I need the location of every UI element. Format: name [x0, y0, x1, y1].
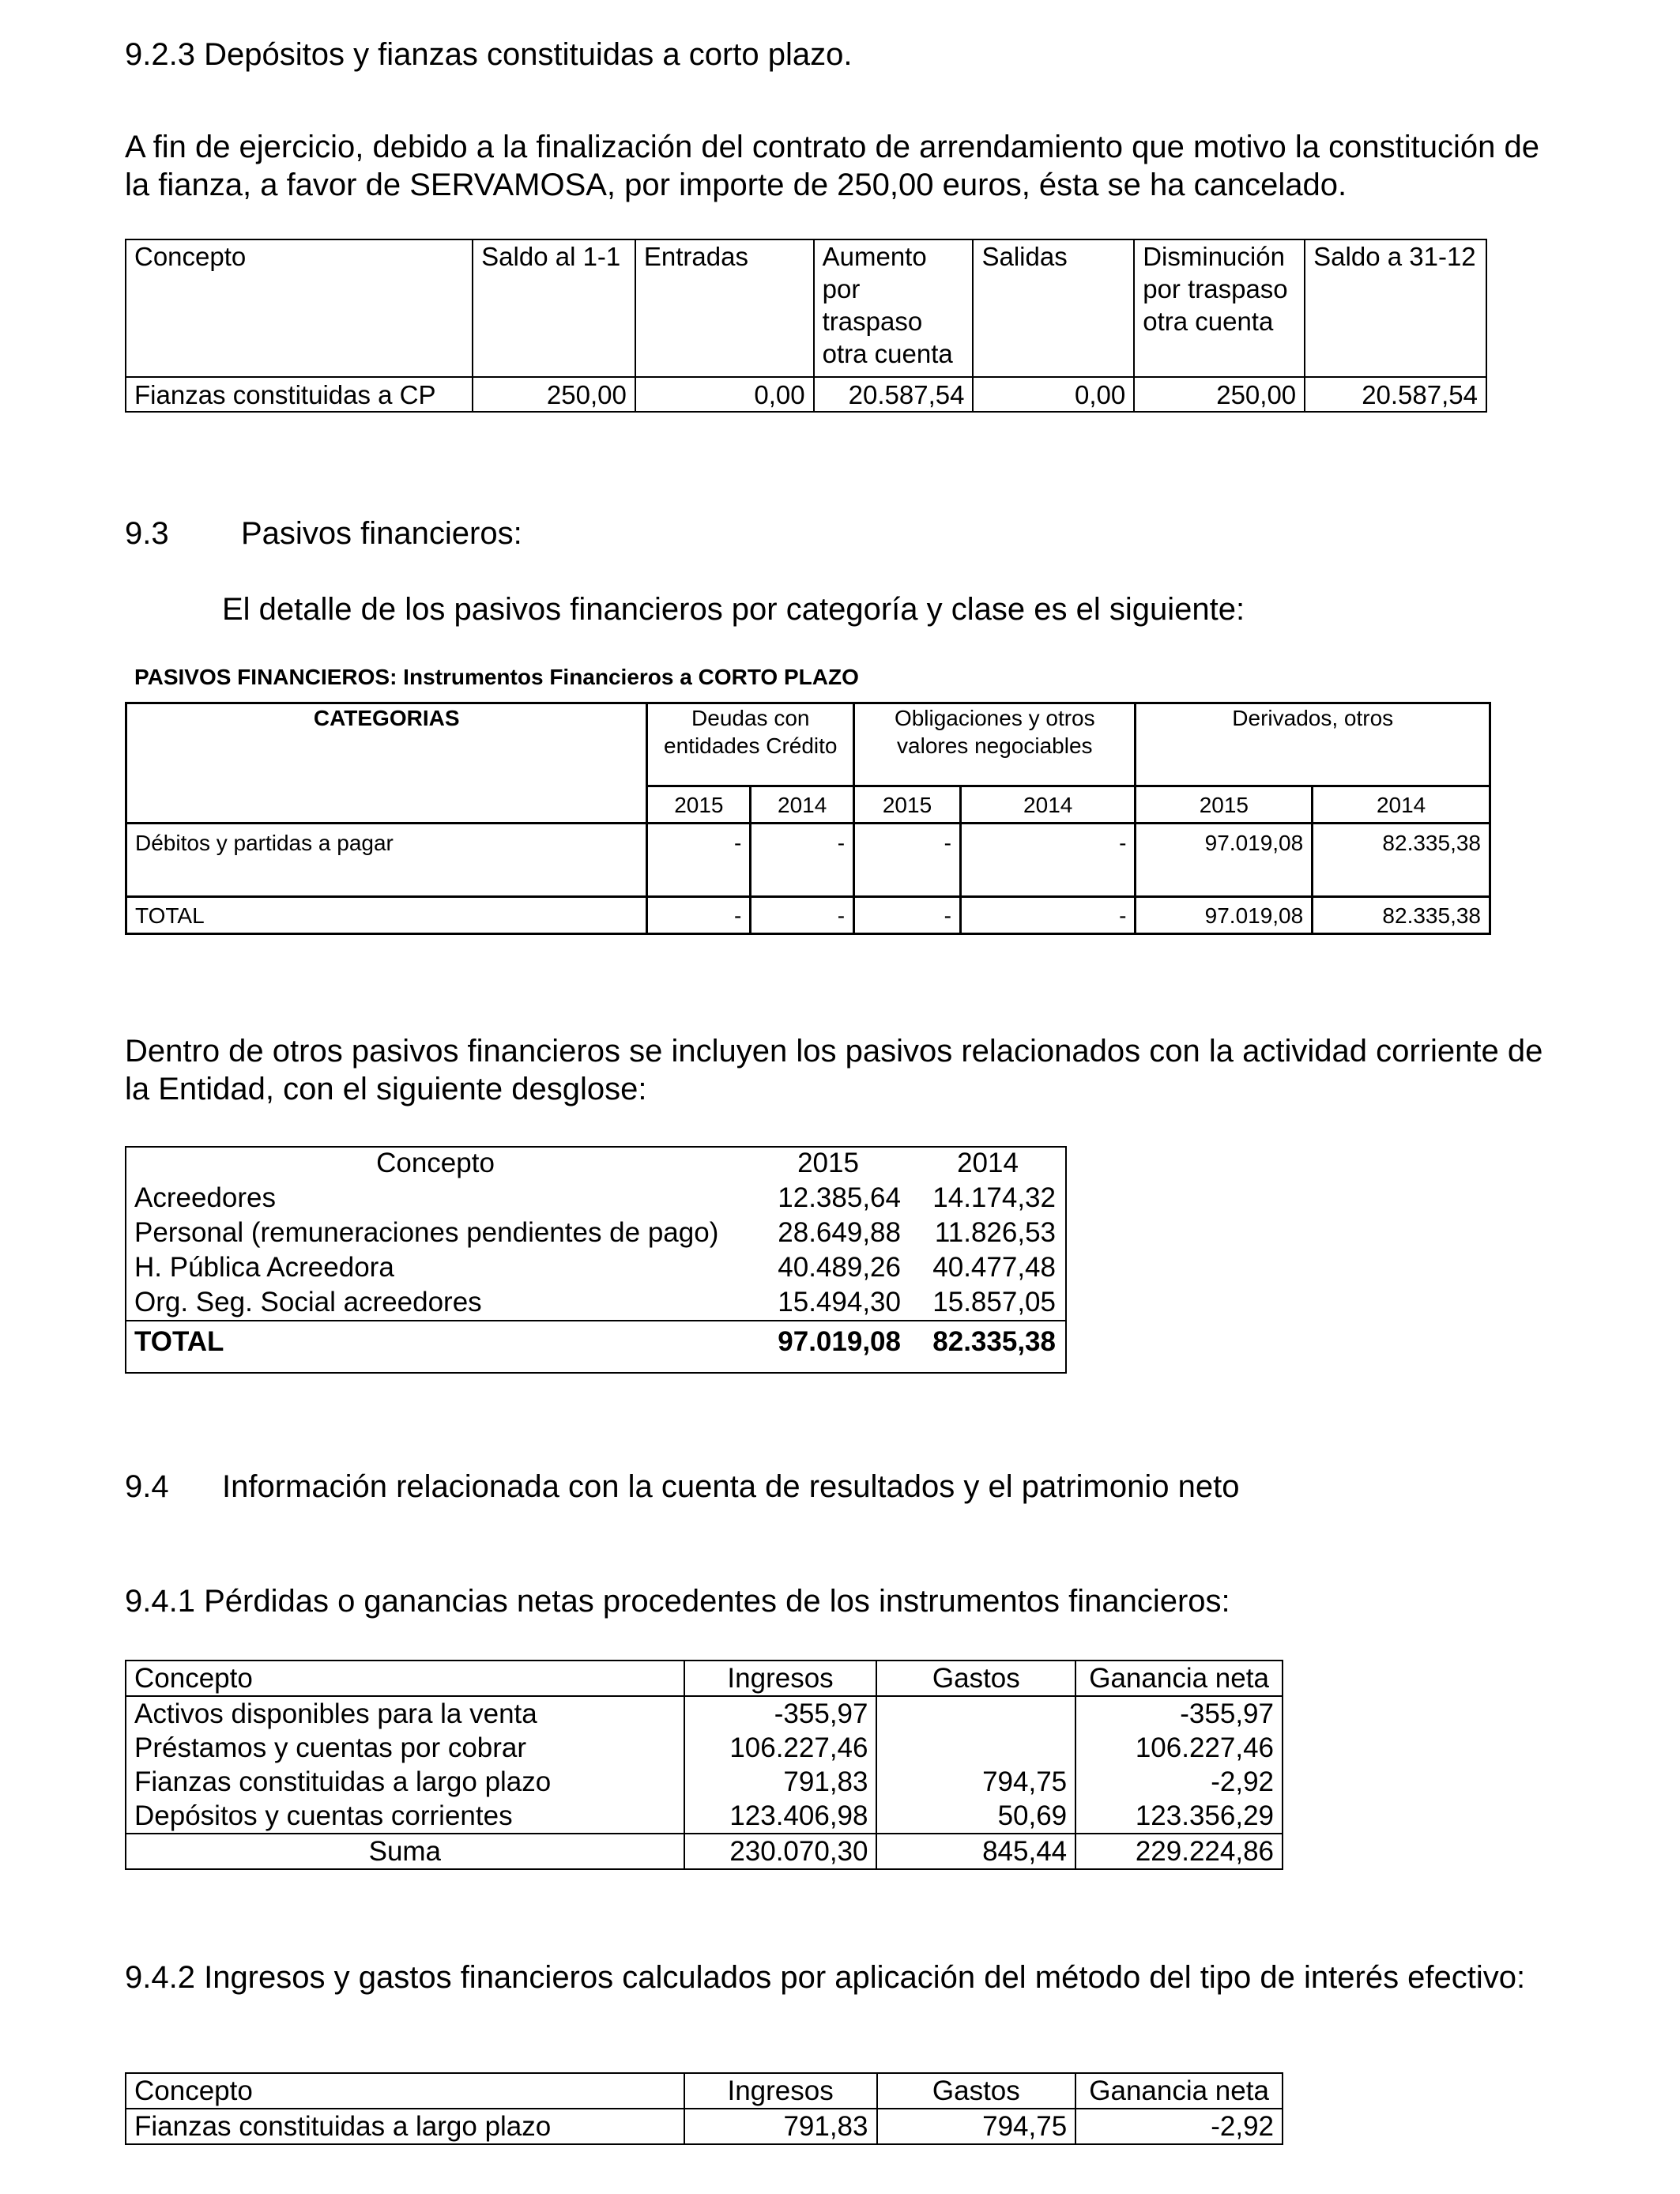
cell: 40.489,26	[778, 1252, 901, 1283]
table-header-row	[126, 2073, 1283, 2109]
col-header: Ganancia neta	[1075, 2073, 1283, 2109]
table-row	[125, 1250, 1065, 1285]
breakdown-table	[125, 1146, 1065, 1363]
section-93-paragraph: Dentro de otros pasivos financieros se incluyen los pasivos relacionados con la actividad corriente de la Entidad, con el siguiente desglose:	[125, 1034, 1543, 1106]
col-header: Aumento por traspaso otra cuenta	[814, 239, 974, 377]
cell: 97.019,08	[1136, 824, 1313, 897]
section-94-number: 9.4	[125, 1469, 169, 1504]
cell: 82.335,38	[1313, 824, 1490, 897]
cell: -	[647, 824, 751, 897]
col-header: Entradas	[635, 239, 814, 377]
sum-row	[126, 1834, 1283, 1869]
cell: -355,97	[684, 1696, 877, 1731]
col-header: Gastos	[877, 2073, 1076, 2109]
table-header-row	[126, 703, 1490, 786]
cell: -	[751, 824, 854, 897]
cell: 82.335,38	[910, 1321, 1065, 1363]
effective-interest-table	[125, 2072, 1283, 2145]
section-941-title: 9.4.1 Pérdidas o ganancias netas procedentes de los instrumentos financieros:	[125, 1584, 1230, 1619]
cell: 106.227,46	[1075, 1731, 1283, 1765]
col-header: Concepto	[126, 1661, 684, 1696]
year-cell: 2015	[647, 786, 751, 824]
table-row	[125, 1285, 1065, 1321]
deposits-table	[125, 239, 1487, 413]
table-row	[126, 824, 1490, 897]
cell: -2,92	[1075, 1765, 1283, 1799]
cell: 123.356,29	[1075, 1799, 1283, 1834]
table-row	[125, 1216, 1065, 1250]
col-header: Disminución por traspaso otra cuenta	[1134, 239, 1305, 377]
section-923-title: 9.2.3 Depósitos y fianzas constituidas a corto plazo.	[125, 37, 853, 72]
col-header: Saldo a 31-12	[1305, 239, 1486, 377]
cell: Suma	[126, 1834, 684, 1869]
col-header: Ganancia neta	[1075, 1661, 1283, 1696]
cell: 50,69	[876, 1799, 1075, 1834]
categorias-header: CATEGORIAS	[126, 703, 647, 824]
table-row	[126, 2109, 1283, 2144]
col-header: 2014	[957, 1148, 1019, 1178]
cell: 12.385,64	[778, 1182, 901, 1213]
table-row	[126, 1696, 1283, 1731]
col-header: Ingresos	[684, 2073, 877, 2109]
year-cell: 2014	[1313, 786, 1490, 824]
col-group-header: Deudas con entidades Crédito	[647, 703, 854, 786]
cell: 40.477,48	[932, 1252, 1056, 1283]
section-942-title: 9.4.2 Ingresos y gastos financieros calculados por aplicación del método del tipo de interés efectivo:	[125, 1960, 1526, 1995]
financial-liabilities-table	[125, 702, 1491, 935]
year-cell: 2015	[854, 786, 961, 824]
cell: 794,75	[877, 2109, 1076, 2144]
section-923-paragraph: A fin de ejercicio, debido a la finalización del contrato de arrendamiento que motivo la constitución de la fianza, a favor de SERVAMOSA, por importe de 250,00 euros, ésta se ha cancelado.	[125, 130, 1539, 202]
cell: 14.174,32	[932, 1182, 1056, 1213]
total-row	[125, 1321, 1065, 1363]
cell: 791,83	[684, 1765, 877, 1799]
cell: 0,00	[635, 377, 814, 412]
year-cell: 2015	[1136, 786, 1313, 824]
cell: -	[854, 824, 961, 897]
table-row	[126, 1731, 1283, 1765]
cell: 106.227,46	[684, 1731, 877, 1765]
cell: Personal (remuneraciones pendientes de pago)	[134, 1217, 719, 1248]
cell: 11.826,53	[934, 1217, 1056, 1248]
col-header: Concepto	[376, 1148, 495, 1178]
cell: 20.587,54	[1305, 377, 1486, 412]
row-label: TOTAL	[126, 897, 647, 934]
col-header: Concepto	[126, 239, 473, 377]
col-header: Saldo al 1-1	[473, 239, 635, 377]
cell	[876, 1731, 1075, 1765]
cell	[876, 1696, 1075, 1731]
cell: H. Pública Acreedora	[134, 1252, 394, 1283]
cell: 845,44	[876, 1834, 1075, 1869]
cell: -	[960, 824, 1136, 897]
cell: 28.649,88	[778, 1217, 901, 1248]
row-label: Débitos y partidas a pagar	[126, 824, 647, 897]
col-header: Concepto	[126, 2073, 684, 2109]
cell: 229.224,86	[1075, 1834, 1283, 1869]
total-row	[126, 897, 1490, 934]
table-header-row	[126, 1661, 1283, 1696]
table-row	[126, 1765, 1283, 1799]
cell: Préstamos y cuentas por cobrar	[126, 1731, 684, 1765]
cell: -	[960, 897, 1136, 934]
section-93-intro: El detalle de los pasivos financieros por categoría y clase es el siguiente:	[222, 592, 1245, 627]
cell: Fianzas constituidas a CP	[126, 377, 473, 412]
section-93-number: 9.3	[125, 516, 169, 551]
gains-losses-table	[125, 1660, 1283, 1870]
cell: 123.406,98	[684, 1799, 877, 1834]
col-header: Gastos	[876, 1661, 1075, 1696]
cell: -	[751, 897, 854, 934]
table-row	[125, 1181, 1065, 1216]
year-cell: 2014	[751, 786, 854, 824]
cell: 15.857,05	[932, 1287, 1056, 1318]
cell: 97.019,08	[746, 1321, 910, 1363]
cell: -	[854, 897, 961, 934]
cell: Fianzas constituidas a largo plazo	[126, 2109, 684, 2144]
col-header: Salidas	[973, 239, 1134, 377]
cell: 230.070,30	[684, 1834, 877, 1869]
cell: Org. Seg. Social acreedores	[134, 1287, 482, 1318]
col-header: 2015	[797, 1148, 859, 1178]
table-caption: PASIVOS FINANCIEROS: Instrumentos Financieros a CORTO PLAZO	[134, 665, 859, 689]
cell: Fianzas constituidas a largo plazo	[126, 1765, 684, 1799]
section-93-title: Pasivos financieros:	[241, 516, 522, 551]
col-group-header: Obligaciones y otros valores negociables	[854, 703, 1136, 786]
cell: 0,00	[973, 377, 1134, 412]
table-row	[126, 1799, 1283, 1834]
cell: -2,92	[1075, 2109, 1283, 2144]
cell: 794,75	[876, 1765, 1075, 1799]
cell: -	[647, 897, 751, 934]
cell: 20.587,54	[814, 377, 974, 412]
year-cell: 2014	[960, 786, 1136, 824]
table-header-row	[125, 1146, 1065, 1181]
col-group-header: Derivados, otros	[1136, 703, 1490, 786]
section-94-title: Información relacionada con la cuenta de resultados y el patrimonio neto	[222, 1469, 1240, 1504]
cell: -355,97	[1075, 1696, 1283, 1731]
col-header: Ingresos	[684, 1661, 877, 1696]
cell: Activos disponibles para la venta	[126, 1696, 684, 1731]
cell: 15.494,30	[778, 1287, 901, 1318]
cell: TOTAL	[125, 1321, 746, 1363]
cell: 250,00	[1134, 377, 1305, 412]
table-row	[126, 377, 1486, 412]
cell: 250,00	[473, 377, 635, 412]
cell: 791,83	[684, 2109, 877, 2144]
cell: 82.335,38	[1313, 897, 1490, 934]
table-header-row	[126, 239, 1486, 377]
cell: Acreedores	[134, 1182, 276, 1213]
cell: 97.019,08	[1136, 897, 1313, 934]
cell: Depósitos y cuentas corrientes	[126, 1799, 684, 1834]
